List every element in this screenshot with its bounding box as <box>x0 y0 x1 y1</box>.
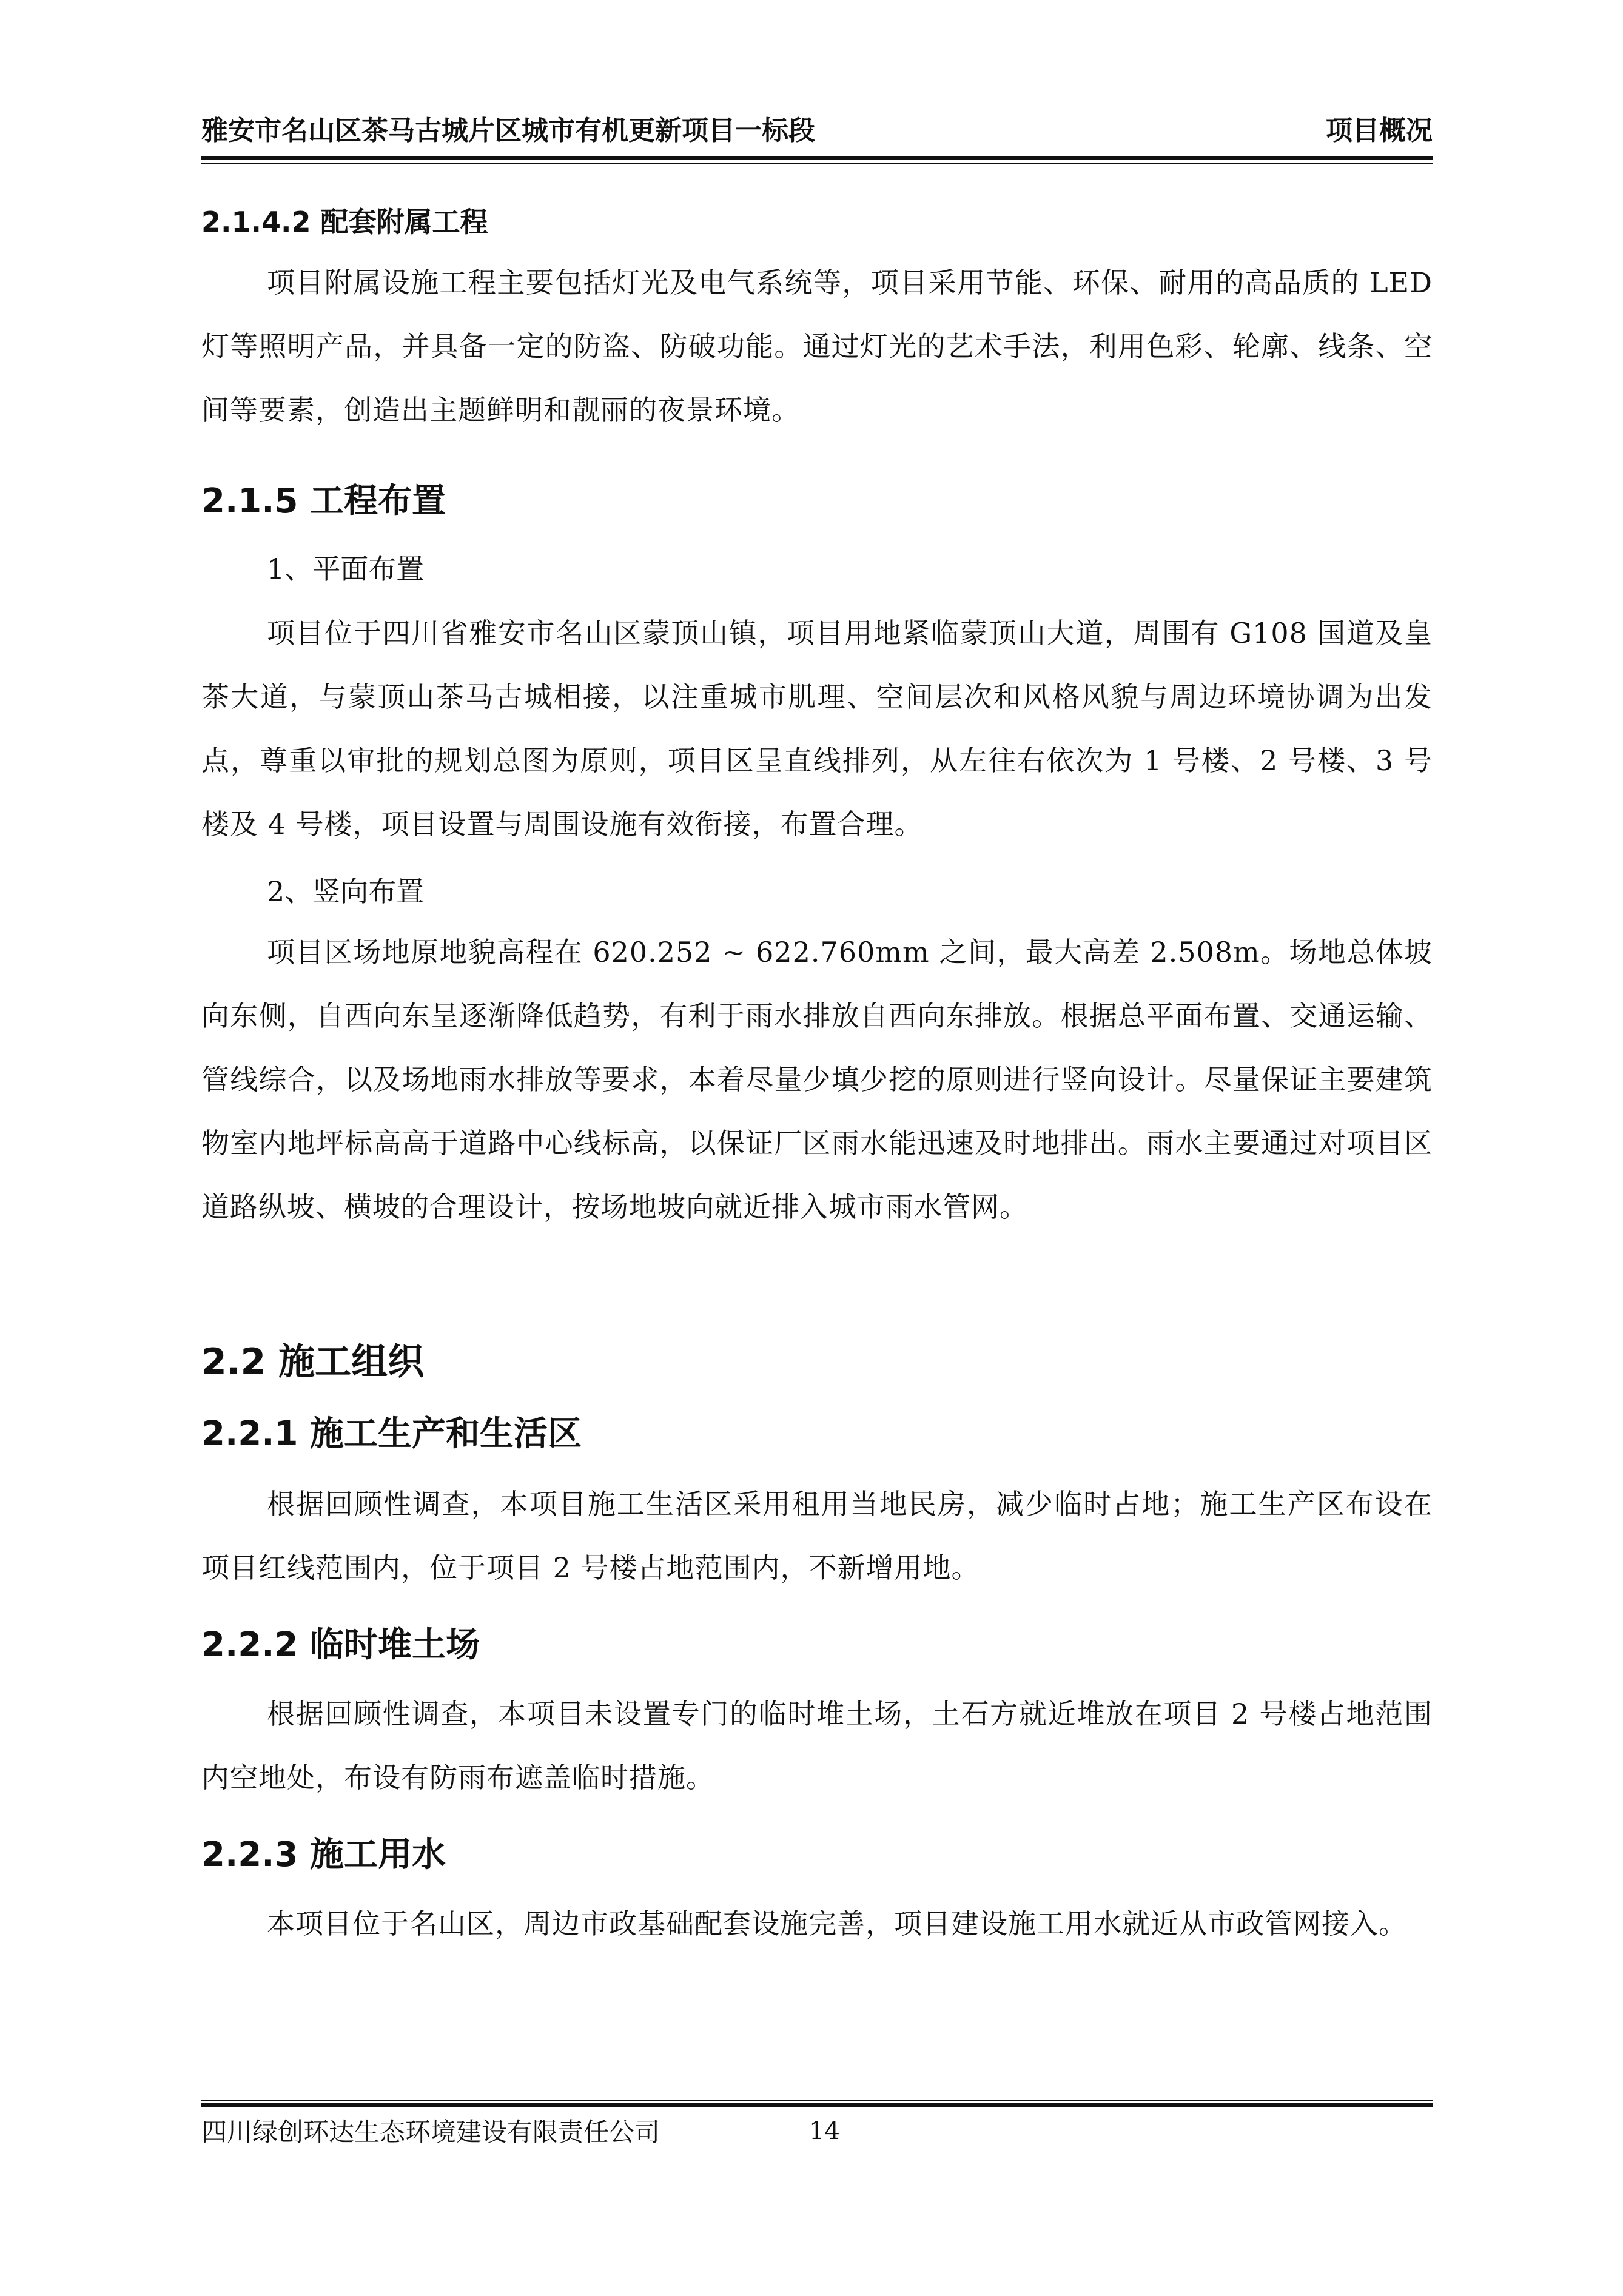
paragraph-temporary-stockpile: 根据回顾性调查，本项目未设置专门的临时堆土场，土石方就近堆放在项目 2 号楼占地范围内空地处，布设有防雨布遮盖临时措施。 <box>201 1697 1433 1794</box>
footer-company: 四川绿创环达生态环境建设有限责任公司 <box>201 2117 660 2147</box>
item-vertical-layout: 2、竖向布置 <box>267 875 425 908</box>
paragraph-vertical-layout: 项目区场地原地貌高程在 620.252 ~ 622.760mm 之间，最大高差 2.508m。场地总体坡向东侧，自西向东呈逐渐降低趋势，有利于雨水排放自西向东排放。根据总平面布置、交通运输、管线综合，以及场地雨水排放等要求，本着尽量少填少挖的原则进行竖向设计。尽量保证主要建筑物室内地坪标高高于道路中心线标高，以保证厂区雨水能迅速及时地排出。雨水主要通过对项目区道路纵坡、横坡的合理设计，按场地坡向就近排入城市雨水管网。 <box>201 936 1433 1223</box>
footer-rule-thick <box>201 2103 1433 2107</box>
paragraph-production-living-area: 根据回顾性调查，本项目施工生活区采用租用当地民房，减少临时占地；施工生产区布设在项目红线范围内，位于项目 2 号楼占地范围内，不新增用地。 <box>201 1488 1433 1584</box>
document-title: 雅安市名山区茶马古城片区城市有机更新项目一标段 <box>201 115 815 146</box>
paragraph-plane-layout: 项目位于四川省雅安市名山区蒙顶山镇，项目用地紧临蒙顶山大道，周围有 G108 国道及皇茶大道，与蒙顶山茶马古城相接，以注重城市肌理、空间层次和风格风貌与周边环境协调为出发点，尊重以审批的规划总图为原则，项目区呈直线排列，从左往右依次为 1 号楼、2 号楼、3 号楼及 4 号楼，项目设置与周围设施有效衔接，布置合理。 <box>201 617 1433 841</box>
page-header <box>201 113 1433 156</box>
heading-2-1-4-2: 2.1.4.2 配套附属工程 <box>201 206 488 238</box>
heading-2-2-2: 2.2.2 临时堆土场 <box>201 1625 480 1665</box>
paragraph-construction-water: 本项目位于名山区，周边市政基础配套设施完善，项目建设施工用水就近从市政管网接入。 <box>267 1907 1407 1940</box>
header-rule-thin <box>201 163 1433 164</box>
heading-2-2-3: 2.2.3 施工用水 <box>201 1835 446 1875</box>
page-number: 14 <box>809 2117 840 2145</box>
heading-2-1-5: 2.1.5 工程布置 <box>201 482 446 521</box>
heading-2-2: 2.2 施工组织 <box>201 1341 425 1383</box>
item-plane-layout: 1、平面布置 <box>267 552 425 585</box>
footer-rule-thin <box>201 2100 1433 2101</box>
header-rule-thick <box>201 156 1433 160</box>
section-title: 项目概况 <box>1326 115 1433 146</box>
paragraph-ancillary-works: 项目附属设施工程主要包括灯光及电气系统等，项目采用节能、环保、耐用的高品质的 LED 灯等照明产品，并具备一定的防盗、防破功能。通过灯光的艺术手法，利用色彩、轮廓、线条、空间等要素，创造出主题鲜明和靓丽的夜景环境。 <box>201 266 1433 426</box>
heading-2-2-1: 2.2.1 施工生产和生活区 <box>201 1414 582 1454</box>
